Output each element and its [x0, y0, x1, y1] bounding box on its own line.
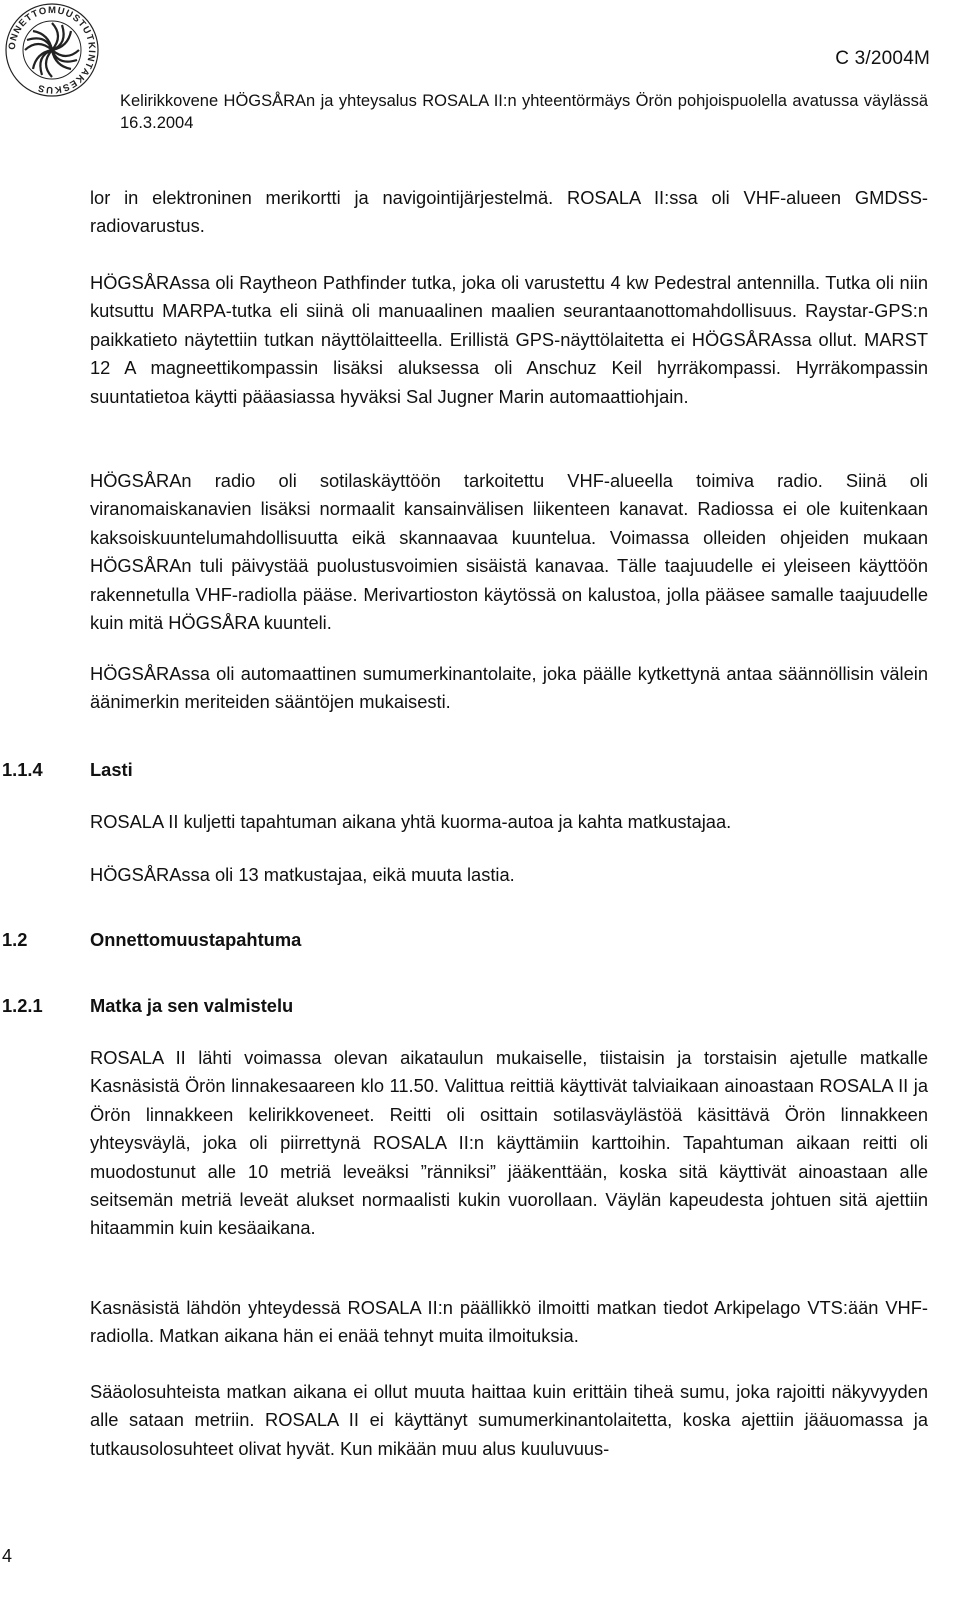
paragraph-navigation-systems: lor in elektroninen merikortti ja navigointijärjestelmä. ROSALA II:ssa oli VHF-alueen GMDSS-radiovarustus.	[90, 187, 928, 237]
svg-text:ONNETTOMUUSTUTKINTAKESKUS: ONNETTOMUUSTUTKINTAKESKUS	[6, 4, 98, 96]
paragraph-hogsara-cargo: HÖGSÅRAssa oli 13 matkustajaa, eikä muuta lastia.	[90, 864, 515, 885]
paragraph-voyage: ROSALA II lähti voimassa olevan aikataulun mukaiselle, tiistaisin ja torstaisin ajetulle matkalle Kasnäsistä Örön linnakesaareen klo 11.50. Valittua reittiä käyttivät talviaikaan ainoastaan ROSALA II ja Örön linnakkeen kelirikkoveneet. Reitti oli osittain sotilasväylästöä käsittävä Örön linnakkeen yhteysväylä, joka oli piirrettynä ROSALA II:n käyttämiin karttoihin. Tapahtuman aikaan reitti oli muodostunut alle 10 metriä leveäksi ”ränniksi” jääkenttään, koska sitä käyttivät ainoastaan alle seitsemän metriä leveät alukset normaalisti kukin vuorollaan. Väylän kapeudesta johtuen sitä ajettiin hitaammin kuin kesäaikana.	[90, 1047, 928, 1239]
paragraph-fog-signal: HÖGSÅRAssa oli automaattinen sumumerkinantolaite, joka päälle kytkettynä antaa säännöllisin välein äänimerkin meriteiden sääntöjen mukaisesti.	[90, 663, 928, 713]
section-heading-1-2-1	[2, 992, 293, 1020]
section-number: 1.2.1	[2, 995, 43, 1016]
paragraph-weather: Sääolosuhteista matkan aikana ei ollut muuta haittaa kuin erittäin tiheä sumu, joka rajoitti näkyvyyden alle sataan metriin. ROSALA II ei käyttänyt sumumerkinantolaitetta, koska ajettiin jääuomassa ja tutkausolosuhteet olivat hyvät. Kun mikään muu alus kuuluvuus-	[90, 1381, 928, 1459]
paragraph-rosala-cargo: ROSALA II kuljetti tapahtuman aikana yhtä kuorma-autoa ja kahta matkustajaa.	[90, 811, 732, 832]
document-title: Kelirikkovene HÖGSÅRAn ja yhteysalus ROSALA II:n yhteentörmäys Örön pohjoispuolella avatussa väylässä 16.3.2004	[120, 92, 928, 132]
document-id: C 3/2004M	[835, 48, 930, 69]
paragraph-vts-report: Kasnäsistä lähdön yhteydessä ROSALA II:n päällikkö ilmoitti matkan tiedot Arkipelago VTS:ään VHF-radiolla. Matkan aikana hän ei enää tehnyt muita ilmoituksia.	[90, 1297, 928, 1347]
section-title: Onnettomuustapahtuma	[90, 929, 302, 950]
logo-swirl	[25, 23, 79, 77]
section-number: 1.2	[2, 929, 28, 950]
section-heading-1-1-4	[2, 756, 133, 784]
paragraph-hogsara-radio: HÖGSÅRAn radio oli sotilaskäyttöön tarkoitettu VHF-alueella toimiva radio. Siinä oli viranomaiskanavien lisäksi normaalit kansainvälisen liikenteen kanavat. Radiossa ei ole kuitenkaan kaksoiskuuntelumahdollisuutta eikä skannaavaa kuuntelua. Voimassa olleiden ohjeiden mukaan HÖGSÅRAn tuli päivystää puolustusvoimien sisäistä kanavaa. Tälle taajuudelle ei yleiseen käyttöön rakennetulla VHF-radiolla pääse. Merivartioston käytössä on kalustoa, jolla pääsee samalle taajuudelle kuin mitä HÖGSÅRA kuunteli.	[90, 470, 928, 634]
section-title: Matka ja sen valmistelu	[90, 995, 294, 1016]
page-number: 4	[2, 1546, 13, 1566]
section-number: 1.1.4	[2, 759, 43, 780]
section-heading-1-2	[2, 926, 301, 954]
paragraph-hogsara-radar: HÖGSÅRAssa oli Raytheon Pathfinder tutka, joka oli varustettu 4 kw Pedestral antennilla. Tutka oli niin kutsuttu MARPA-tutka eli siinä oli manuaalinen maalien seurantaanottomahdollisuus. Raystar-GPS:n paikkatieto näytettiin tutkan näyttölaitteella. Erillistä GPS-näyttölaitetta ei HÖGSÅRAssa ollut. MARST 12 A magneettikompassin lisäksi aluksessa oli Anschuz Keil hyrräkompassi. Hyrräkompassin suuntatietoa käytti pääasiassa hyväksi Sal Jugner Marin automaattiohjain.	[90, 272, 928, 407]
section-title: Lasti	[90, 759, 133, 780]
onnettomuustutkintakeskus-logo	[4, 2, 100, 98]
